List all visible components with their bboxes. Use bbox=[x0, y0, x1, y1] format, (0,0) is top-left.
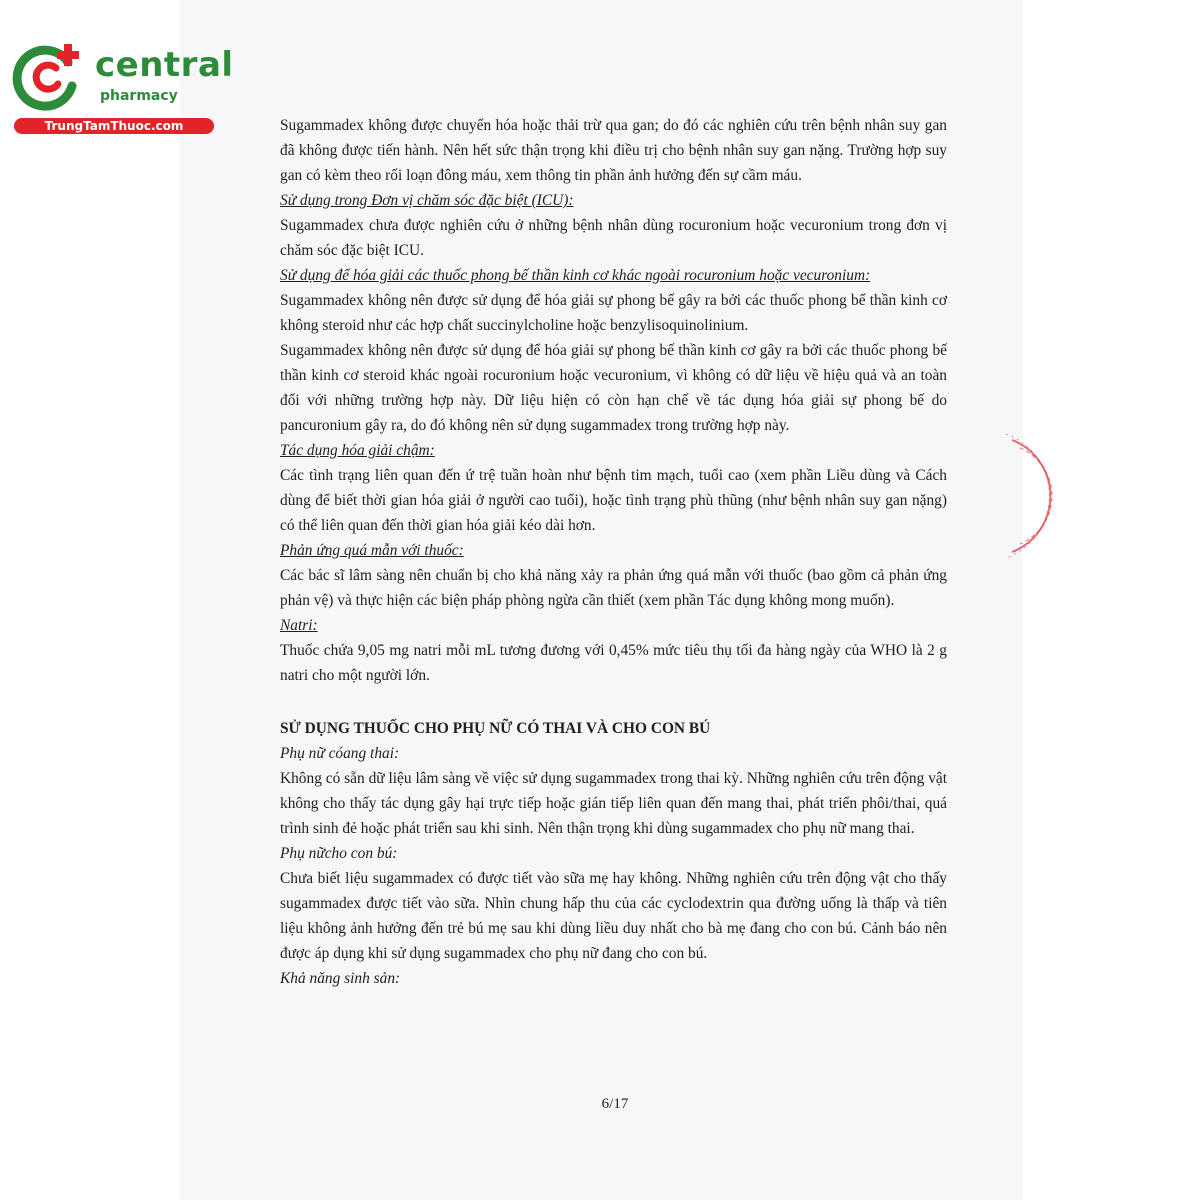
red-seal-stamp-icon bbox=[1000, 430, 1070, 560]
subheading-hypersensitivity: Phản ứng quá mẫn với thuốc: bbox=[280, 542, 464, 559]
subheading-other-blockers: Sử dụng để hóa giải các thuốc phong bế thần kinh cơ khác ngoài rocuronium hoặc vecuronium: bbox=[280, 267, 871, 284]
subheading-sodium: Natri: bbox=[280, 617, 318, 634]
pharmacy-cross-icon bbox=[12, 40, 84, 112]
subheading-breastfeeding: Phụ nữcho con bú: bbox=[280, 845, 398, 862]
paragraph-liver: Sugammadex không được chuyển hóa hoặc thải trừ qua gan; do đó các nghiên cứu trên bệnh nhân suy gan đã không được tiến hành. Nên hết sức thận trọng khi điều trị cho bệnh nhân suy gan nặng. Trường hợp suy gan có kèm theo rối loạn đông máu, xem thông tin phần ảnh hưởng đến sự cầm máu. bbox=[280, 117, 947, 184]
paragraph-icu: Sugammadex chưa được nghiên cứu ở những bệnh nhân dùng rocuronium hoặc vecuronium trong đơn vị chăm sóc đặc biệt ICU. bbox=[280, 217, 947, 259]
page-number: 6/17 bbox=[601, 1096, 629, 1112]
subheading-pregnant: Phụ nữ cóang thai: bbox=[280, 745, 400, 762]
logo-brand-text: central bbox=[95, 45, 234, 85]
paragraph-sodium: Thuốc chứa 9,05 mg natri mỗi mL tương đương với 0,45% mức tiêu thụ tối đa hàng ngày của WHO là 2 g natri cho một người lớn. bbox=[280, 642, 947, 684]
logo-website: TrungTamThuoc.com bbox=[14, 118, 214, 134]
subheading-fertility: Khả năng sinh sản: bbox=[280, 970, 401, 987]
logo-sub-text: pharmacy bbox=[100, 88, 178, 104]
document-body bbox=[280, 113, 947, 991]
paragraph-slow-reversal: Các tình trạng liên quan đến ứ trệ tuần hoàn như bệnh tim mạch, tuổi cao (xem phần Liều dùng và Cách dùng để biết thời gian hóa giải ở người cao tuổi), hoặc tình trạng phù thũng (như bệnh nhân suy gan nặng) có thể liên quan đến thời gian hóa giải kéo dài hơn. bbox=[280, 467, 947, 534]
subheading-icu: Sử dụng trong Đơn vị chăm sóc đặc biệt (ICU): bbox=[280, 192, 574, 209]
paragraph-hypersensitivity: Các bác sĩ lâm sàng nên chuẩn bị cho khả năng xảy ra phản ứng quá mẫn với thuốc (bao gồm cả phản ứng phản vệ) và thực hiện các biện pháp phòng ngừa cần thiết (xem phần Tác dụng không mong muốn). bbox=[280, 567, 947, 609]
paragraph-other-blockers-1: Sugammadex không nên được sử dụng để hóa giải sự phong bế gây ra bởi các thuốc phong bế thần kinh cơ không steroid như các hợp chất succinylcholine hoặc benzylisoquinolinium. bbox=[280, 292, 947, 334]
subheading-slow-reversal: Tác dụng hóa giải chậm: bbox=[280, 442, 435, 459]
section-title-pregnancy: SỬ DỤNG THUỐC CHO PHỤ NỮ CÓ THAI VÀ CHO CON BÚ bbox=[280, 720, 711, 737]
paragraph-breastfeeding: Chưa biết liệu sugammadex có được tiết vào sữa mẹ hay không. Những nghiên cứu trên động vật cho thấy sugammadex được tiết vào sữa. Nhìn chung hấp thu của các cyclodextrin qua đường uống là thấp và tiên liệu không ảnh hưởng đến trẻ bú mẹ sau khi dùng liều duy nhất cho bà mẹ đang cho con bú. Cảnh báo nên được áp dụng khi sử dụng sugammadex cho phụ nữ đang cho con bú. bbox=[280, 870, 947, 962]
paragraph-other-blockers-2: Sugammadex không nên được sử dụng để hóa giải sự phong bế thần kinh cơ gây ra bởi các thuốc phong bế thần kinh cơ steroid khác ngoài rocuronium hoặc vecuronium, vì không có dữ liệu về hiệu quả và an toàn đối với những trường hợp này. Dữ liệu hiện có còn hạn chế về tác dụng hóa giải sự phong bế do pancuronium gây ra, do đó không nên sử dụng sugammadex trong trường hợp này. bbox=[280, 342, 947, 434]
central-pharmacy-logo[interactable] bbox=[10, 38, 234, 138]
paragraph-pregnant: Không có sẵn dữ liệu lâm sàng về việc sử dụng sugammadex trong thai kỳ. Những nghiên cứu trên động vật không cho thấy tác dụng gây hại trực tiếp hoặc gián tiếp liên quan đến mang thai, phát triển phôi/thai, quá trình sinh đẻ hoặc phát triển sau khi sinh. Nên thận trọng khi dùng sugammadex cho phụ nữ mang thai. bbox=[280, 770, 947, 837]
